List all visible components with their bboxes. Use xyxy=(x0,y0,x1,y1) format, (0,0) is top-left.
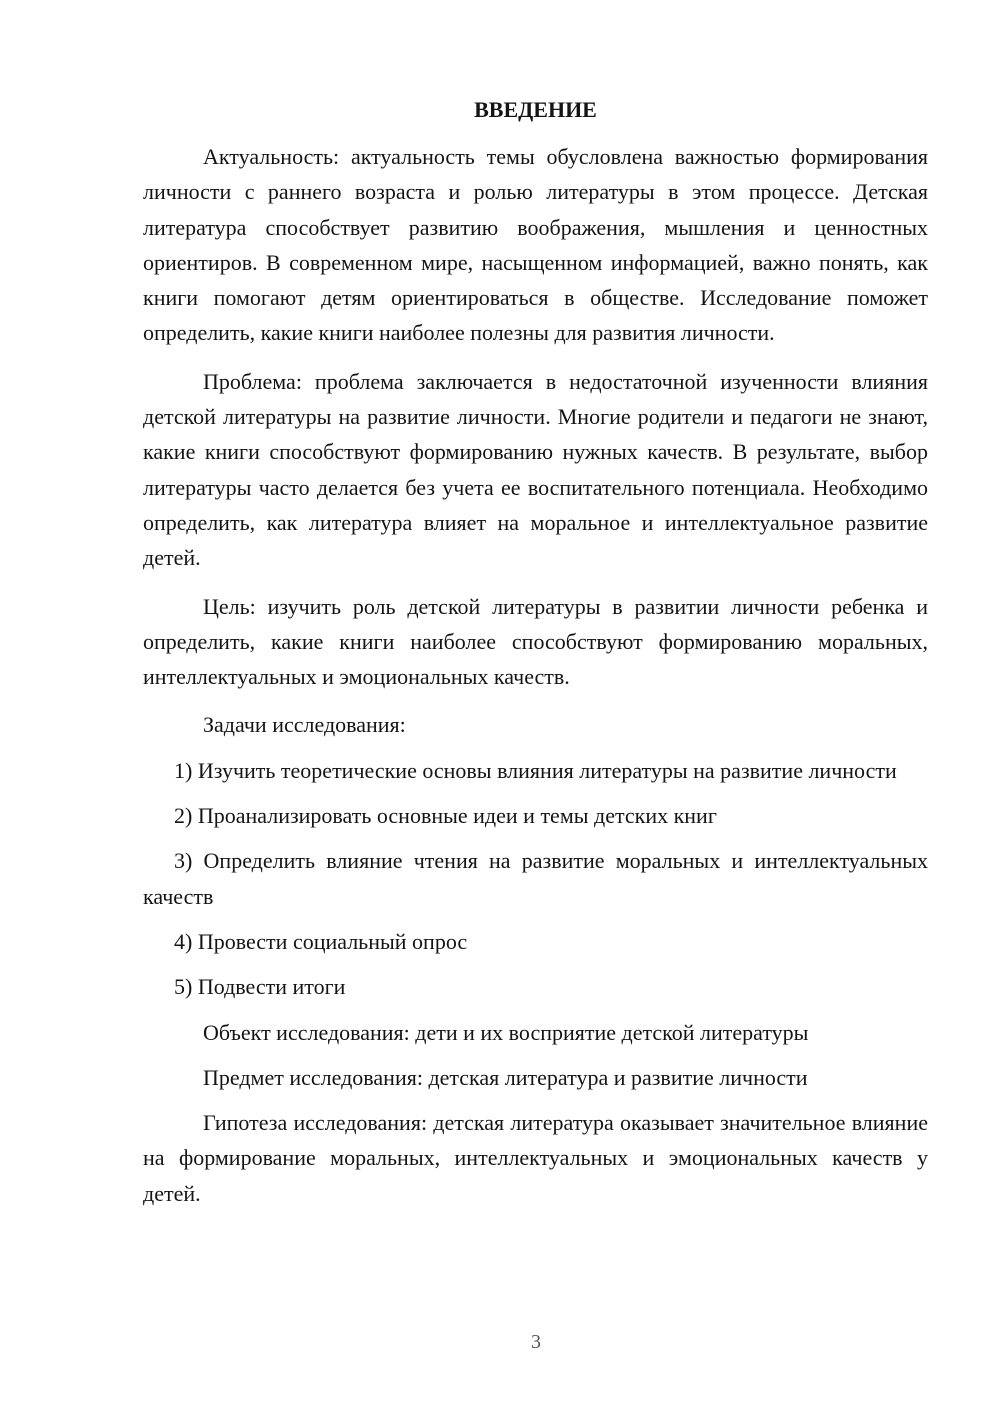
list-item: 1) Изучить теоретические основы влияния литературы на развитие личности xyxy=(174,757,897,783)
tasks-list xyxy=(143,753,928,1005)
document-title: ВВЕДЕНИЕ xyxy=(474,97,597,122)
research-object: Объект исследования: дети и их восприятие детской литературы xyxy=(203,1019,809,1045)
research-subject: Предмет исследования: детская литература и развитие личности xyxy=(203,1064,808,1090)
page-number: 3 xyxy=(531,1331,541,1353)
paragraph-goal: Цель: изучить роль детской литературы в развитии личности ребенка и определить, какие книги наиболее способствуют формированию моральных, интеллектуальных и эмоциональных качеств. xyxy=(143,593,928,690)
tasks-heading: Задачи исследования: xyxy=(203,712,406,738)
list-item: 3) Определить влияние чтения на развитие моральных и интеллектуальных качеств xyxy=(143,848,928,909)
paragraph-problem: Проблема: проблема заключается в недостаточной изученности влияния детской литературы на развитие личности. Многие родители и педагоги не знают, какие книги способствуют формированию нужных качеств. В результате, выбор литературы часто делается без учета ее воспитательного потенциала. Необходимо определить, как литература влияет на моральное и интеллектуальное развитие детей. xyxy=(143,368,928,571)
research-hypothesis: Гипотеза исследования: детская литература оказывает значительное влияние на формирование моральных, интеллектуальных и эмоциональных качеств у детей. xyxy=(143,1110,928,1206)
document-page xyxy=(143,95,928,1224)
list-item: 4) Провести социальный опрос xyxy=(174,928,468,954)
list-item: 2) Проанализировать основные идеи и темы детских книг xyxy=(174,803,717,829)
list-item: 5) Подвести итоги xyxy=(174,974,346,1000)
paragraph-relevance: Актуальность: актуальность темы обусловлена важностью формирования личности с раннего возраста и ролью литературы в этом процессе. Детская литература способствует развитию воображения, мышления и ценностных ориентиров. В современном мире, насыщенном информацией, важно понять, как книги помогают детям ориентироваться в обществе. Исследование поможет определить, какие книги наиболее полезны для развития личности. xyxy=(143,144,928,346)
